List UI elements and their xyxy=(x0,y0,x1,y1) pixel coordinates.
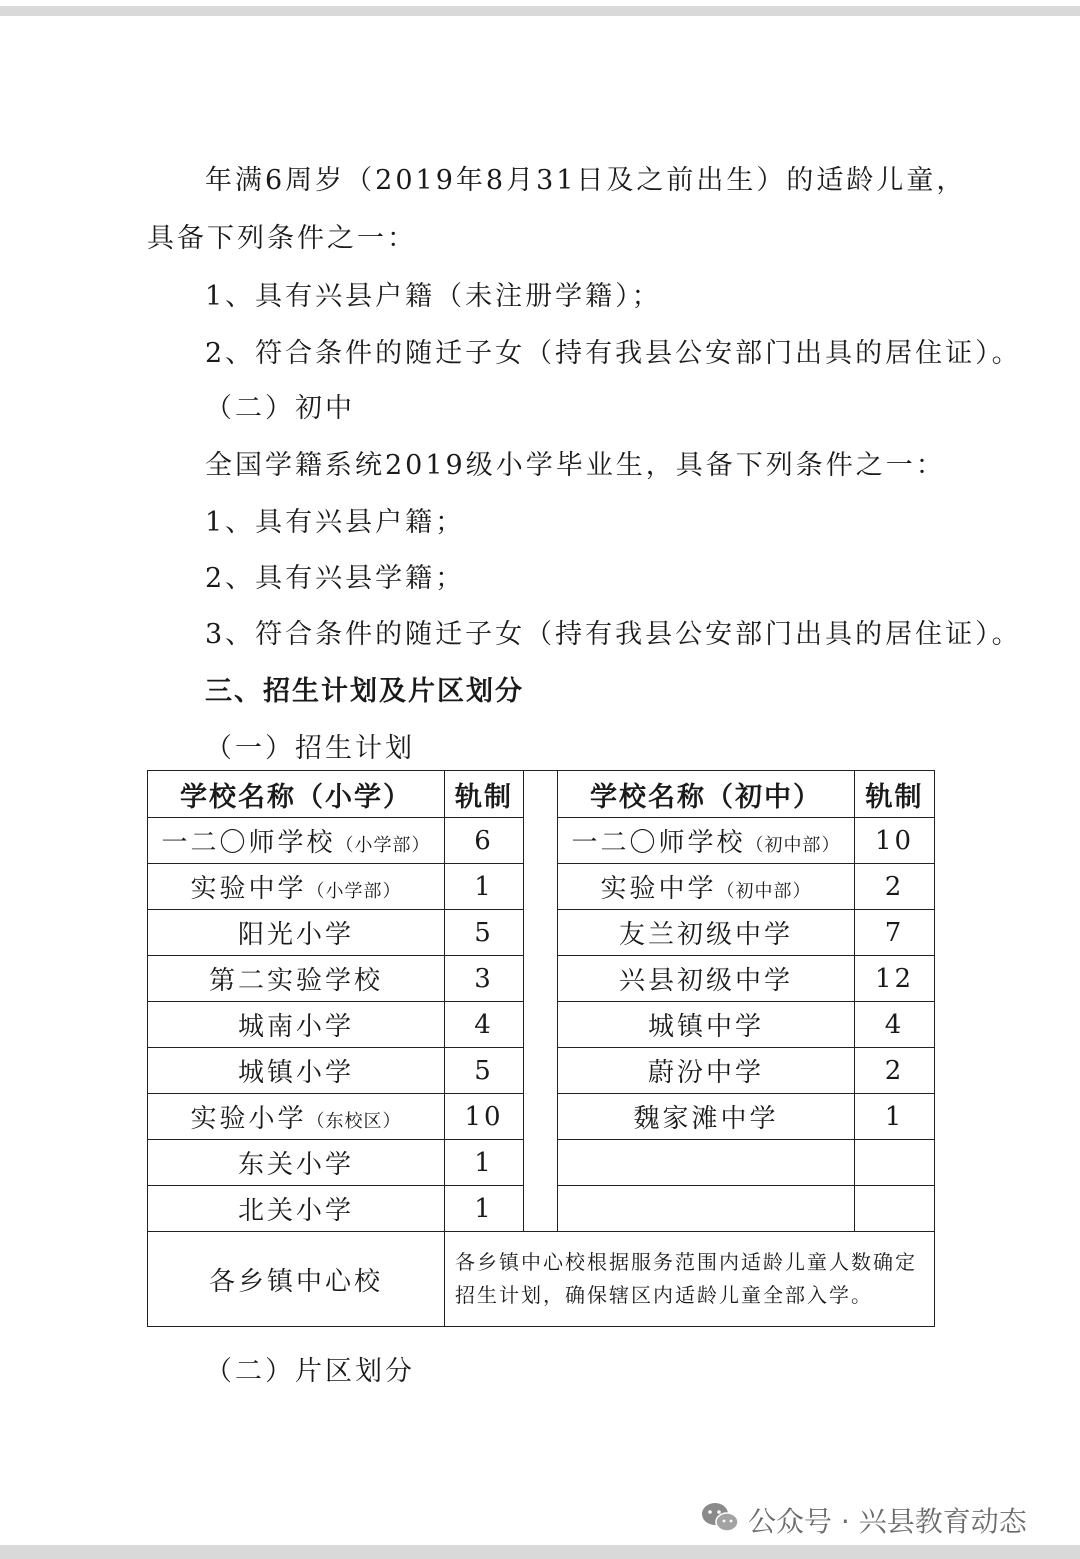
primary-track-count xyxy=(445,956,524,1002)
junior-track-count xyxy=(855,1048,935,1094)
primary-school-name xyxy=(148,818,445,864)
junior-track-count-text: 4 xyxy=(884,1009,905,1040)
primary-school-name-campus: （小学部） xyxy=(335,835,431,856)
wechat-icon xyxy=(700,1500,740,1536)
primary-track-count xyxy=(445,910,524,956)
primary-track-count xyxy=(445,1140,524,1186)
primary-school-name-campus: （东校区） xyxy=(306,1111,402,1132)
list-item: 1、具有兴县户籍（未注册学籍）； xyxy=(205,281,662,312)
junior-track-count xyxy=(855,1002,935,1048)
junior-track-count-text: 2 xyxy=(884,1055,905,1086)
table-gap-column xyxy=(524,771,558,1232)
paragraph-conditions: 具备下列条件之一： xyxy=(147,223,417,254)
junior-school-name xyxy=(558,864,855,910)
primary-track-count xyxy=(445,818,524,864)
primary-track-count-text: 6 xyxy=(474,825,494,856)
junior-school-name-text: 实验中学 xyxy=(600,874,717,904)
junior-school-name xyxy=(558,1140,855,1186)
header-junior-count: 轨制 xyxy=(855,771,935,818)
primary-school-name-text: 阳光小学 xyxy=(237,920,354,950)
junior-track-count xyxy=(855,956,935,1002)
section-heading-plan: 三、招生计划及片区划分 xyxy=(205,676,524,707)
enrollment-table xyxy=(147,770,935,1327)
junior-track-count-text: 7 xyxy=(884,917,905,948)
list-item: 2、具有兴县学籍； xyxy=(205,563,466,594)
township-plan-note: 各乡镇中心校根据服务范围内适龄儿童人数确定招生计划，确保辖区内适龄儿童全部入学。 xyxy=(445,1232,935,1327)
primary-school-name-campus: （小学部） xyxy=(306,881,402,902)
junior-school-name xyxy=(558,818,855,864)
junior-school-name-campus: （初中部） xyxy=(716,881,812,902)
junior-school-name xyxy=(558,910,855,956)
junior-school-name-text: 兴县初级中学 xyxy=(618,966,793,996)
junior-school-name xyxy=(558,1002,855,1048)
header-primary-school: 学校名称（小学） xyxy=(148,771,445,818)
junior-school-name-text: 蔚汾中学 xyxy=(647,1058,764,1088)
list-item: 2、符合条件的随迁子女（持有我县公安部门出具的居住证）。 xyxy=(205,338,1022,369)
primary-track-count-text: 5 xyxy=(474,1055,494,1086)
junior-track-count xyxy=(855,910,935,956)
bottom-border-bar xyxy=(0,1545,1080,1559)
primary-track-count-text: 3 xyxy=(474,963,494,994)
primary-track-count-text: 10 xyxy=(464,1101,504,1132)
primary-school-name-text: 一二〇师学校 xyxy=(161,828,336,858)
primary-track-count xyxy=(445,1002,524,1048)
top-border-bar xyxy=(0,6,1080,16)
junior-track-count xyxy=(855,818,935,864)
watermark-text: 公众号 · 兴县教育动态 xyxy=(748,1505,1027,1538)
primary-school-name-text: 第二实验学校 xyxy=(208,966,383,996)
header-junior-school: 学校名称（初中） xyxy=(558,771,855,818)
primary-school-name xyxy=(148,1140,445,1186)
primary-track-count-text: 4 xyxy=(474,1009,494,1040)
primary-school-name xyxy=(148,1094,445,1140)
junior-school-name-text: 魏家滩中学 xyxy=(633,1104,779,1134)
primary-school-name xyxy=(148,1186,445,1232)
primary-track-count xyxy=(445,1186,524,1232)
primary-track-count xyxy=(445,864,524,910)
primary-school-name-text: 实验中学 xyxy=(190,874,307,904)
junior-school-name xyxy=(558,1094,855,1140)
list-item: 1、具有兴县户籍； xyxy=(205,507,466,538)
primary-school-name-text: 实验小学 xyxy=(190,1104,307,1134)
junior-school-name xyxy=(558,956,855,1002)
primary-school-name-text: 东关小学 xyxy=(237,1150,354,1180)
primary-school-name-text: 城镇小学 xyxy=(237,1058,354,1088)
primary-school-name-text: 北关小学 xyxy=(237,1196,354,1226)
junior-track-count-text: 12 xyxy=(874,963,915,994)
paragraph-age: 年满6周岁（2019年8月31日及之前出生）的适龄儿童， xyxy=(205,165,967,196)
primary-school-name xyxy=(148,1002,445,1048)
junior-track-count xyxy=(855,864,935,910)
table-header-row xyxy=(148,771,935,818)
junior-track-count xyxy=(855,1140,935,1186)
junior-track-count-text: 10 xyxy=(874,825,915,856)
header-primary-count: 轨制 xyxy=(445,771,524,818)
primary-school-name-text: 城南小学 xyxy=(237,1012,354,1042)
junior-track-count xyxy=(855,1186,935,1232)
primary-school-name xyxy=(148,864,445,910)
primary-track-count-text: 5 xyxy=(474,917,494,948)
junior-track-count-text: 2 xyxy=(884,871,905,902)
township-center-school: 各乡镇中心校 xyxy=(148,1232,445,1327)
section-heading-junior: （二）初中 xyxy=(205,393,355,424)
subheading-district: （二）片区划分 xyxy=(205,1356,415,1387)
junior-school-name-text: 友兰初级中学 xyxy=(618,920,793,950)
junior-school-name-campus: （初中部） xyxy=(745,835,841,856)
list-item: 3、符合条件的随迁子女（持有我县公安部门出具的居住证）。 xyxy=(205,619,1022,650)
primary-school-name xyxy=(148,1048,445,1094)
primary-track-count-text: 1 xyxy=(474,871,494,902)
junior-school-name-text: 一二〇师学校 xyxy=(571,828,746,858)
primary-school-name xyxy=(148,910,445,956)
primary-track-count-text: 1 xyxy=(474,1147,494,1178)
subheading-enrollment-plan: （一）招生计划 xyxy=(205,733,415,764)
primary-track-count xyxy=(445,1094,524,1140)
paragraph-junior: 全国学籍系统2019级小学毕业生，具备下列条件之一： xyxy=(205,450,946,481)
junior-school-name xyxy=(558,1048,855,1094)
table-row-township xyxy=(148,1232,935,1327)
primary-school-name xyxy=(148,956,445,1002)
primary-track-count xyxy=(445,1048,524,1094)
junior-track-count xyxy=(855,1094,935,1140)
junior-school-name xyxy=(558,1186,855,1232)
junior-school-name-text: 城镇中学 xyxy=(647,1012,764,1042)
junior-track-count-text: 1 xyxy=(884,1101,905,1132)
primary-track-count-text: 1 xyxy=(474,1193,494,1224)
